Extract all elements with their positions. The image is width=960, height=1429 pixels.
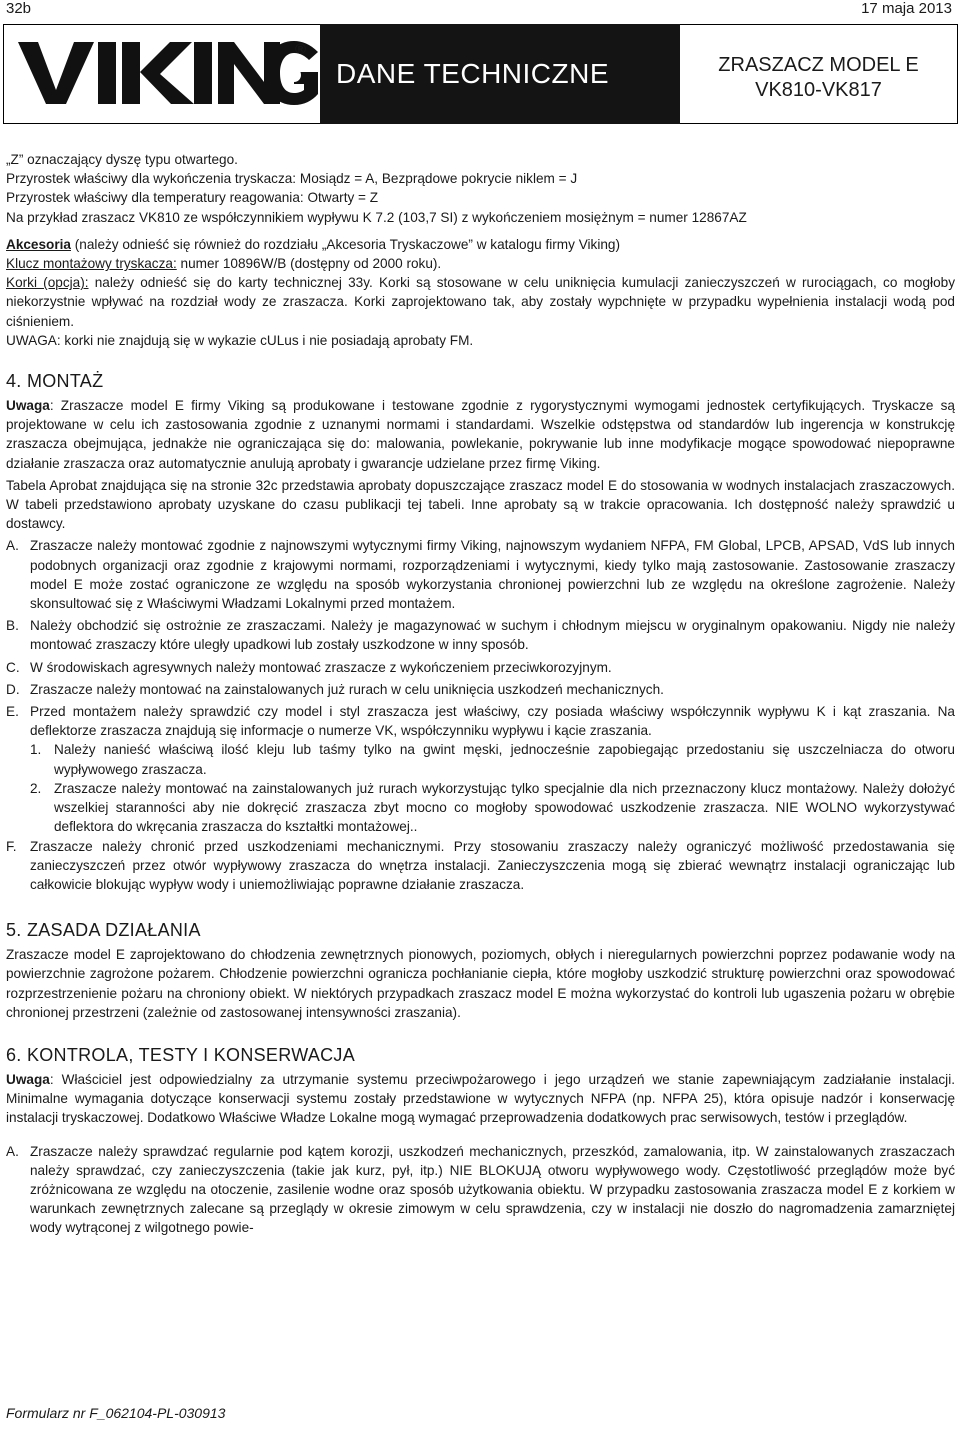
top-meta-line <box>0 0 960 22</box>
banner-title <box>320 24 680 124</box>
section-6-note-label: Uwaga <box>6 1071 50 1087</box>
sub-item-text: Zraszacze należy montować na zainstalowanych już rurach wykorzystując tylko specjalnie dla nich przeznaczony klucz montażowy. Należy dołożyć wszelkiej staranności aby nie dokręcić zraszacza zbyt mocno co mogłoby spowodować uszkodzenie zraszacza. NIE WOLNO wykorzystywać deflektora do wkręcania zraszacza do kształtki montażowej.. <box>54 780 955 835</box>
section-4-heading <box>6 370 955 392</box>
list-item-c <box>6 658 955 677</box>
plugs-warning: UWAGA: korki nie znajdują się w wykazie cULus i nie posiadają aprobaty FM. <box>6 332 474 348</box>
list-item-text: Zraszacze należy montować na zainstalowanych już rurach w celu uniknięcia uszkodzeń mechanicznych. <box>30 681 664 697</box>
banner-title-text: DANE TECHNICZNE <box>336 58 610 89</box>
section-4-number: 4. <box>6 371 22 392</box>
sub-item-1 <box>30 740 955 778</box>
list-item-b <box>6 616 955 654</box>
model-box <box>680 25 957 123</box>
section-4-note-text: : Zraszacze model E firmy Viking są produkowane i testowane zgodnie z rygorystycznymi wymogami jednostek certyfikujących. Tryskacze są projektowane w celu ich zastosowania zgodnie z uznanymi normami i standardami. Wszelkie odstępstwa od standardów lub ingerencja w konstrukcję zraszacza obejmująca, jednakże nie ograniczająca się do: malowania, powlekanie, pokrywanie lub inne modyfikacje mogące spowodować niepoprawne działanie zraszacza oraz automatycznie anulują aprobaty i gwarancje udzielane przez firmę Viking. <box>6 398 955 471</box>
sub-item-text: Należy nanieść właściwą ilość kleju lub taśmy tylko na gwint męski, jednocześnie zapobiegając przedostaniu się uszczelniacza do otworu wypływowego zraszacza. <box>54 742 955 777</box>
section-4-note <box>6 396 955 473</box>
accessories-paragraph <box>6 235 955 254</box>
list-item-text: Zraszacze należy chronić przed uszkodzeniami mechanicznymi. Przy stosowaniu zraszaczy należy ograniczyć możliwość przedostawania się zanieczyszczeń przez otwór wypływowy zraszacza do wnętrza instalacji. Zanieczyszczenia mogą się zbierać wewnątrz instalacji ograniczając lub całkowicie blokując wypływ wody i uniemożliwiając poprawne działanie zraszacza. <box>30 838 955 892</box>
section-5-number: 5. <box>6 920 22 941</box>
form-number: Formularz nr F_062104-PL-030913 <box>6 1405 226 1421</box>
wrench-paragraph <box>6 254 955 273</box>
section-5-title: ZASADA DZIAŁANIA <box>26 920 201 941</box>
list-item-text: Należy obchodzić się ostrożnie ze zraszaczami. Należy je magazynować w suchym i chłodnym miejscu w oryginalnym opakowaniu. Nigdy nie należy montować zraszaczy które uległy upadkowi lub zostały uszkodzone w inny sposób. <box>30 618 955 653</box>
viking-logo <box>18 38 318 108</box>
sub-item-label: 2. <box>30 780 42 796</box>
list-item-f <box>6 837 955 895</box>
registered-mark: ® <box>295 41 307 58</box>
section-4-note-label: Uwaga <box>6 398 50 414</box>
list-item-label: D. <box>6 681 20 697</box>
list-item-text: Zraszacze należy montować zgodnie z najnowszymi wytycznymi firmy Viking, najnowszym wydaniem NFPA, FM Global, LPCB, APSAD, VdS lub innych podobnych organizacji oraz zgodnie z krajowymi normami, rozporządzeniami i wytycznymi, kiedy tylko mają zastosowanie. Zastosowanie zraszaczy model E może zostać ograniczone ze względu na sposób wykorzystania chronionej powierzchni lub ze względu na określone zagrożenie. Należy skonsultować się z Właściwymi Władzami Lokalnymi przed montażem. <box>30 538 955 612</box>
sub-item-2 <box>30 779 955 837</box>
section-6-number: 6. <box>6 1044 22 1065</box>
list-item-label: A. <box>6 538 19 554</box>
model-line-1: ZRASZACZ MODEL E <box>718 54 919 76</box>
plugs-paragraph <box>6 273 955 331</box>
page-number: 32b <box>6 0 32 17</box>
section-6-item-a <box>6 1142 955 1238</box>
list-item-label: F. <box>6 838 17 854</box>
document-header <box>3 24 958 124</box>
section-6-note <box>6 1070 955 1128</box>
section-6-note-text: : Właściciel jest odpowiedzialny za utrzymanie systemu przeciwpożarowego i jego urządzeń we stanie zapewniającym zadziałanie instalacji. Minimalne wymagania dotyczące konserwacji systemu zostały przedstawione w wytycznych NFPA (np. NFPA 25), która opisuje nadzór i konserwację instalacji tryskaczowej. Dodatkowo Właściwe Władze Lokalne mogą wymagać przeprowadzenia dodatkowych prac serwisowych, testów i przeglądów. <box>6 1071 955 1126</box>
intro-line-4: Na przykład zraszacz VK810 ze współczynnikiem wypływu K 7.2 (103,7 SI) z wykończeniem mosiężnym = numer 12867AZ <box>6 209 747 225</box>
publication-date: 17 maja 2013 <box>861 0 952 17</box>
list-item-text: Przed montażem należy sprawdzić czy model i styl zraszacza jest właściwy, czy posiada właściwy współczynnik wypływu K i kąt zraszania. Na deflektorze zraszacza znajdują się informacje o numerze VK, współczynniku wypływu i kącie zraszania. <box>30 704 955 739</box>
list-item-label: E. <box>6 704 19 720</box>
section-6-title: KONTROLA, TESTY I KONSERWACJA <box>26 1044 356 1065</box>
list-item-e <box>6 702 955 740</box>
intro-line-3: Przyrostek właściwy dla temperatury reagowania: Otwarty = Z <box>6 190 379 206</box>
plugs-label: Korki (opcja): <box>6 275 89 291</box>
list-item-label: A. <box>6 1143 19 1159</box>
model-line-2: VK810-VK817 <box>755 79 882 101</box>
sub-item-label: 1. <box>30 742 42 758</box>
plugs-text: należy odnieść się do karty technicznej 33y. Korki są stosowane w celu uniknięcia kumulacji zanieczyszczeń w rurociągach, co mogłoby niekorzystnie wpływać na rozdział wody ze zraszacza. Korki zaprojektowano tak, aby zostały wypchnięte w przypadku wypełnienia instalacji wodą pod ciśnieniem. <box>6 275 955 329</box>
intro-line-1: „Z” oznaczający dyszę typu otwartego. <box>6 152 238 167</box>
accessories-text: (należy odnieść się również do rozdziału „Akcesoria Tryskaczowe” w katalogu firmy Viking) <box>71 236 620 252</box>
page-content <box>6 150 955 1241</box>
intro-line-2: Przyrostek właściwy dla wykończenia tryskacza: Mosiądz = A, Bezprądowe pokrycie niklem = J <box>6 171 578 187</box>
list-item-d <box>6 680 955 699</box>
list-item-text: W środowiskach agresywnych należy montować zraszacze z wykończeniem przeciwkorozyjnym. <box>30 659 612 675</box>
section-5-heading <box>6 919 955 941</box>
accessories-label: Akcesoria <box>6 236 71 252</box>
list-item-label: B. <box>6 618 19 634</box>
list-item-a <box>6 536 955 613</box>
section-4-title: MONTAŻ <box>26 371 104 392</box>
approvals-paragraph: Tabela Aprobat znajdująca się na stronie 32c przedstawia aprobaty dopuszczające zraszacz model E do stosowania w wodnych instalacjach zraszaczowych. W tabeli przedstawiono aprobaty uzyskane do czasu publikacji tej tabeli. Inne aprobaty są w trakcie opracowania. Ich dostępność należy sprawdzić u dostawcy. <box>6 477 955 532</box>
list-item-label: C. <box>6 659 20 675</box>
section-5-text: Zraszacze model E zaprojektowano do chłodzenia zewnętrznych pionowych, poziomych, obłych i nieregularnych powierzchni poprzez podawanie wody na powierzchnie zagrożone pożarem. Chłodzenie powierzchni ogranicza pochłanianie ciepła, które mogłoby uszkodzić strukturę powierzchni oraz spowodować rozprzestrzenienie pożaru na chroniony obiekt. W niektórych przypadkach zraszacz model E można wykorzystać do kontroli lub ugaszenia pożaru w obrębie chronionej przestrzeni (zależnie od zastosowanej intensywności zraszania). <box>6 947 955 1020</box>
list-item-text: Zraszacze należy sprawdzać regularnie pod kątem korozji, uszkodzeń mechanicznych, przeszkód, zamalowania, itp. W zainstalowanych zraszaczach należy sprawdzać, czy zanieczyszczenia (takie jak kurz, pył, itp.) NIE BLOKUJĄ otworu wypływowego wody. Częstotliwość przeglądów może być zróżnicowana ze względu na otoczenie, zasilenie wodne oraz sposób użytkowania obiektu. W przypadku zastosowania zraszacza model E z korkiem w warunkach zewnętrznych zalecane są przeglądy w okresie zimowym w celu sprawdzenia, czy w instalacji nie doszło do nagromadzenia zamarzniętej wody wytrąconej z wilgotnego powie- <box>30 1143 955 1236</box>
wrench-text: numer 10896W/B (dostępny od 2000 roku). <box>176 256 442 272</box>
wrench-label: Klucz montażowy tryskacza: <box>6 256 177 272</box>
section-6-heading <box>6 1044 955 1066</box>
section-4-list <box>6 536 955 894</box>
